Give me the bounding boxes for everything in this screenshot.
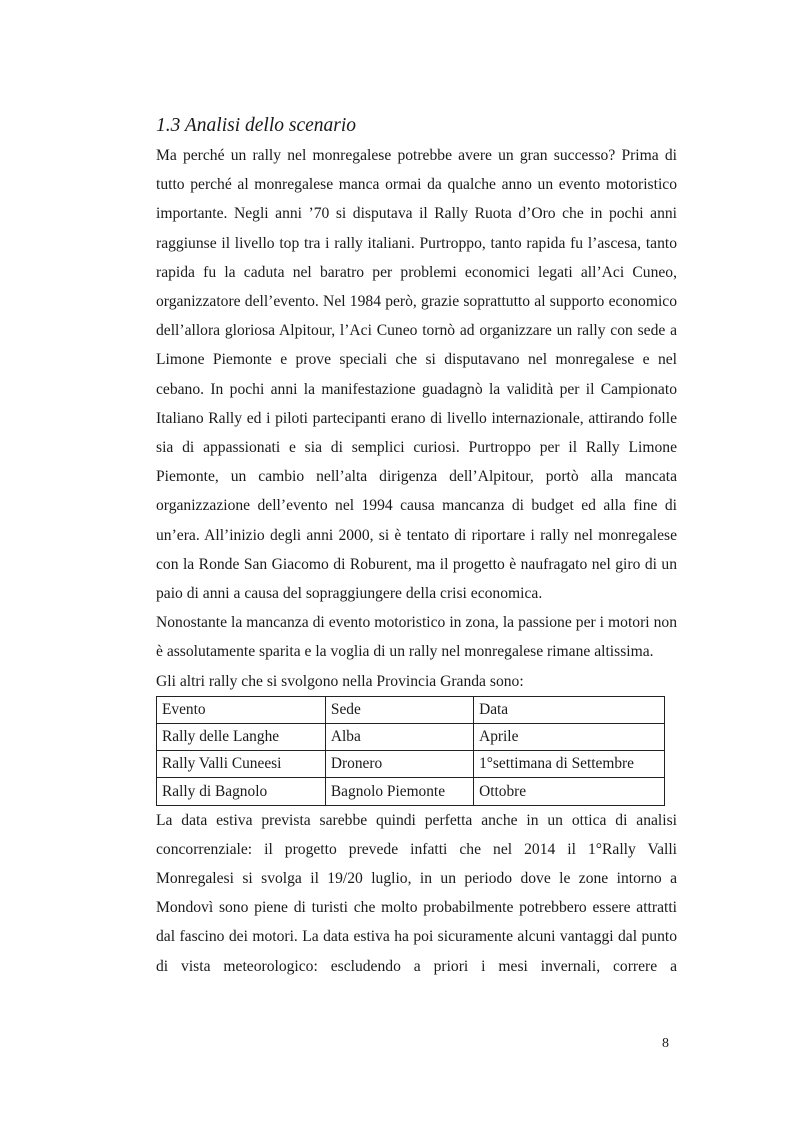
table-cell: Dronero — [325, 751, 473, 778]
paragraph-table-intro: Gli altri rally che si svolgono nella Provincia Granda sono: — [156, 672, 524, 690]
table-header-cell: Data — [474, 696, 665, 723]
paragraph-passion: Nonostante la mancanza di evento motoristico in zona, la passione per i motori non è assolutamente sparita e la voglia di un rally nel monregalese rimane altissima. — [156, 614, 677, 661]
section-title: 1.3 Analisi dello scenario — [156, 115, 357, 136]
table-cell: Bagnolo Piemonte — [325, 778, 473, 805]
table-cell: Rally Valli Cuneesi — [157, 751, 326, 778]
document-page — [156, 113, 677, 981]
table-header-row — [157, 696, 665, 723]
rally-events-table — [156, 696, 665, 806]
paragraph-history: Ma perché un rally nel monregalese potrebbe avere un gran successo? Prima di tutto perché al monregalese manca ormai da qualche anno un evento motoristico importante. Negli anni ’70 si disputava il Rally Ruota d’Oro che in pochi anni raggiunse il livello top tra i rally italiani. Purtroppo, tanto rapida fu l’ascesa, tanto rapida fu la caduta nel baratro per problemi economici legati all’Aci Cuneo, organizzatore dell’evento. Nel 1984 però, grazie soprattutto al supporto economico dell’allora gloriosa Alpitour, l’Aci Cuneo tornò ad organizzare un rally con sede a Limone Piemonte e prove speciali che si disputavano nel monregalese e nel cebano. In pochi anni la manifestazione guadagnò la validità per il Campionato Italiano Rally ed i piloti partecipanti erano di livello internazionale, attirando folle sia di appassionati e sia di semplici curiosi. Purtroppo per il Rally Limone Piemonte, un cambio nell’alta dirigenza dell’Alpitour, portò alla mancata organizzazione dell’evento nel 1994 causa mancanza di budget ed alla fine di un’era. All’inizio degli anni 2000, si è tentato di riportare i rally nel monregalese con la Ronde San Giacomo di Roburent, ma il progetto è naufragato nel giro di un paio di anni a causa del sopraggiungere della crisi economica. — [156, 147, 677, 603]
table-cell: Aprile — [474, 724, 665, 751]
table-row — [157, 724, 665, 751]
table-header-cell: Evento — [157, 696, 326, 723]
table-row — [157, 778, 665, 805]
table-cell: Rally delle Langhe — [157, 724, 326, 751]
paragraph-competition-analysis: La data estiva prevista sarebbe quindi perfetta anche in un ottica di analisi concorrenziale: il progetto prevede infatti che nel 2014 il 1°Rally Valli Monregalesi si svolga il 19/20 luglio, in un periodo dove le zone intorno a Mondovì sono piene di turisti che molto probabilmente potrebbero essere attratti dal fascino dei motori. La data estiva ha poi sicuramente alcuni vantaggi dal punto di vista meteorologico: escludendo a priori i mesi invernali, correre a — [156, 811, 677, 975]
table-cell: Alba — [325, 724, 473, 751]
table-cell: 1°settimana di Settembre — [474, 751, 665, 778]
table-cell: Ottobre — [474, 778, 665, 805]
table-cell: Rally di Bagnolo — [157, 778, 326, 805]
table-row — [157, 751, 665, 778]
page-number: 8 — [662, 1036, 669, 1051]
table-header-cell: Sede — [325, 696, 473, 723]
